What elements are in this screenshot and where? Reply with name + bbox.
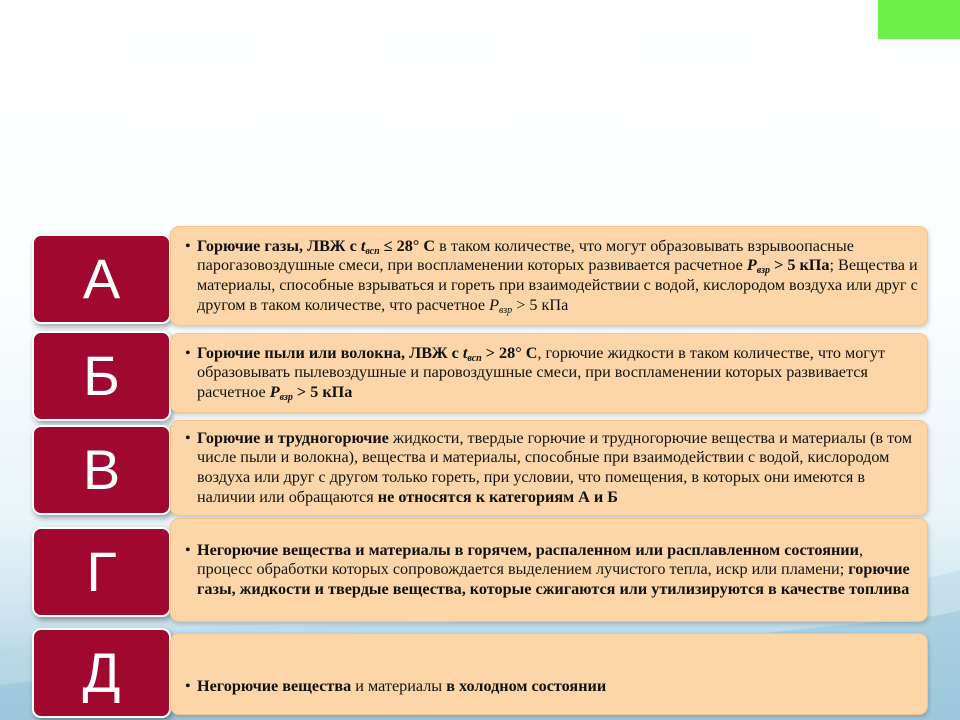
text-segment: Горючие и трудногорючие — [197, 428, 389, 447]
green-corner-accent — [878, 0, 960, 39]
text-segment: Негорючие вещества и материалы в горячем, распаленном или расплавленном состоянии — [197, 540, 859, 559]
text-segment: и материалы — [351, 677, 447, 696]
text-segment: Горючие газы, ЛВЖ с — [197, 236, 361, 255]
text-segment: t — [360, 236, 366, 255]
text-segment: в холодном состоянии — [446, 677, 607, 696]
text-segment: взр — [279, 391, 293, 403]
text-segment: P — [489, 295, 500, 314]
category-text-g — [185, 540, 919, 600]
category-label-d: Д — [32, 628, 171, 718]
text-segment: всп — [365, 245, 380, 257]
category-label-v: В — [32, 425, 171, 515]
text-segment: не относятся к категориям А и Б — [377, 487, 618, 506]
text-segment: Горючие пыли или волокна, ЛВЖ с — [197, 343, 463, 362]
category-description-a — [170, 226, 928, 326]
text-segment: > 5 кПа — [292, 382, 353, 401]
text-segment: горючие газы, жидкости и твердые вещества, которые сжигаются или утилизируются в качестве топлива — [197, 560, 910, 598]
text-segment: P — [269, 382, 280, 401]
text-segment: > 5 кПа — [770, 256, 830, 275]
text-segment: всп — [467, 352, 482, 364]
category-text-v — [185, 428, 919, 507]
bullet-icon: • — [185, 428, 191, 447]
text-segment: t — [462, 343, 468, 362]
bullet-icon: • — [185, 540, 191, 559]
category-description-b — [170, 333, 928, 413]
category-label-a: А — [32, 234, 171, 324]
bullet-icon: • — [185, 343, 191, 362]
text-segment: , процесс обработки которых сопровождается выделением лучистого тепла, искр или пламени; — [197, 540, 863, 579]
category-label-b: Б — [32, 331, 171, 421]
text-segment: , горючие жидкости в таком количестве, что могут образовывать пылевоздушные и паровоздушные смеси, при воспламенении которых развивается расчетное — [197, 343, 886, 401]
text-segment: взр — [756, 265, 771, 277]
category-description-d — [170, 633, 928, 715]
bullet-icon: • — [185, 236, 191, 255]
bullet-icon: • — [185, 677, 191, 696]
category-label-g: Г — [32, 527, 171, 617]
text-segment: ; Вещества и материалы, способные взрываться и гореть при взаимодействии с водой, кислородом воздуха или друг с другом в таком количестве, что расчетное — [197, 256, 918, 314]
text-segment: > 5 кПа — [512, 295, 569, 314]
category-description-v — [170, 420, 928, 516]
text-segment: ≤ 28° С — [379, 236, 436, 255]
text-segment: P — [746, 256, 757, 275]
category-text-b — [185, 343, 919, 403]
text-segment: жидкости, твердые горючие и трудногорючие вещества и материалы (в том числе пыли и волокна), вещества и материалы, способные при взаимодействии с водой, кислородом воздуха или друг с другом только гореть, при условии, что помещения, в которых они имеются в наличии или обращаются — [197, 428, 913, 506]
category-text-a — [185, 236, 919, 316]
text-segment: > 28° С — [481, 343, 538, 362]
text-segment: Негорючие вещества — [197, 677, 352, 696]
text-segment: в таком количестве, что могут образовывать взрывоопасные парогазовоздушные смеси, при воспламенении которых развивается расчетное — [197, 236, 854, 275]
category-text-d — [185, 677, 607, 697]
category-description-g — [170, 518, 928, 622]
text-segment: взр — [499, 304, 513, 316]
